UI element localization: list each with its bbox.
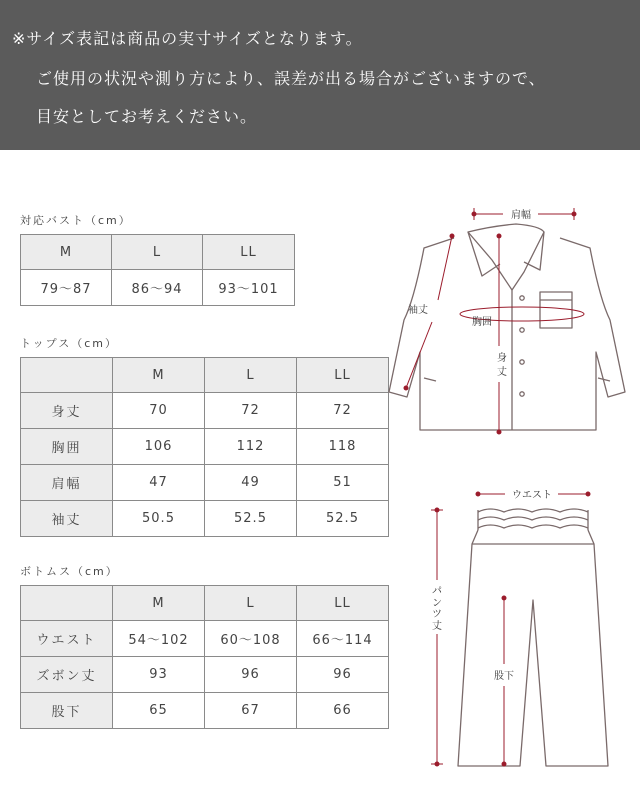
notice-line-2: ご使用の状況や測り方により、誤差が出る場合がございますので、 (36, 69, 546, 88)
bottoms-caption: ボトムス（cm） (20, 565, 119, 578)
length-label-2: 丈 (497, 367, 507, 378)
cell-value: 72 (297, 393, 389, 429)
cell-value: 65 (113, 693, 205, 729)
cell-value: 66〜114 (297, 621, 389, 657)
cell-value: 96 (297, 657, 389, 693)
sleeve-endpoint-bottom (404, 386, 408, 390)
cell-value: 60〜108 (205, 621, 297, 657)
row-label: ズボン丈 (21, 657, 113, 693)
size-header-m: M (113, 358, 205, 393)
shoulder-label: 肩幅 (511, 210, 531, 221)
size-header-m: M (21, 235, 112, 270)
cell-value: 72 (205, 393, 297, 429)
shirt-measurements (404, 208, 584, 434)
cell-value: 118 (297, 429, 389, 465)
notice-line-1: ※サイズ表記は商品の実寸サイズとなります。 (12, 29, 363, 48)
pants-measurements (431, 492, 590, 766)
size-header-m: M (113, 586, 205, 621)
waist-label: ウエスト (512, 490, 552, 501)
pants-illustration (458, 509, 608, 766)
sleeve-label: 袖丈 (408, 305, 428, 316)
chest-label: 胸囲 (472, 317, 492, 328)
inseam-endpoint-bottom (502, 762, 506, 766)
cell-value: 93 (113, 657, 205, 693)
sleeve-endpoint-top (450, 234, 454, 238)
cell-value: 49 (205, 465, 297, 501)
row-label: ウエスト (21, 621, 113, 657)
shirt-illustration (389, 224, 625, 430)
notice-line-3: 目安としてお考えください。 (36, 107, 258, 126)
cell-value: 106 (113, 429, 205, 465)
cell-value: 51 (297, 465, 389, 501)
size-header-ll: LL (203, 235, 295, 270)
size-header-l: L (112, 235, 203, 270)
row-label: 肩幅 (21, 465, 113, 501)
length-endpoint-top (497, 234, 501, 238)
row-label: 胸囲 (21, 429, 113, 465)
bust-value-m: 79〜87 (21, 270, 112, 306)
cell-value: 70 (113, 393, 205, 429)
cell-value: 96 (205, 657, 297, 693)
cell-value: 54〜102 (113, 621, 205, 657)
cell-value: 50.5 (113, 501, 205, 537)
size-header-ll: LL (297, 358, 389, 393)
cell-value: 47 (113, 465, 205, 501)
waist-endpoint-left (476, 492, 480, 496)
pants-length-label-4: 丈 (432, 621, 442, 632)
length-label-1: 身 (497, 353, 507, 364)
row-label: 股下 (21, 693, 113, 729)
size-header-l: L (205, 358, 297, 393)
cell-value: 52.5 (205, 501, 297, 537)
size-header-ll: LL (297, 586, 389, 621)
cell-value: 66 (297, 693, 389, 729)
tops-caption: トップス（cm） (20, 337, 118, 350)
shoulder-endpoint-right (572, 212, 576, 216)
pants-length-label-2: ン (432, 598, 442, 609)
length-endpoint-bottom (497, 430, 501, 434)
bust-value-ll: 93〜101 (203, 270, 295, 306)
bust-value-l: 86〜94 (112, 270, 203, 306)
pants-length-label-1: パ (432, 586, 442, 597)
row-label: 袖丈 (21, 501, 113, 537)
cell-value: 67 (205, 693, 297, 729)
bust-caption: 対応バスト（cm） (20, 214, 132, 227)
waist-endpoint-right (586, 492, 590, 496)
shoulder-endpoint-left (472, 212, 476, 216)
inseam-label: 股下 (494, 671, 514, 682)
row-label: 身丈 (21, 393, 113, 429)
cell-value: 112 (205, 429, 297, 465)
pants-length-label-3: ツ (432, 609, 442, 620)
size-header-l: L (205, 586, 297, 621)
pants-length-endpoint-top (435, 508, 439, 512)
inseam-endpoint-top (502, 596, 506, 600)
cell-value: 52.5 (297, 501, 389, 537)
pants-length-endpoint-bottom (435, 762, 439, 766)
